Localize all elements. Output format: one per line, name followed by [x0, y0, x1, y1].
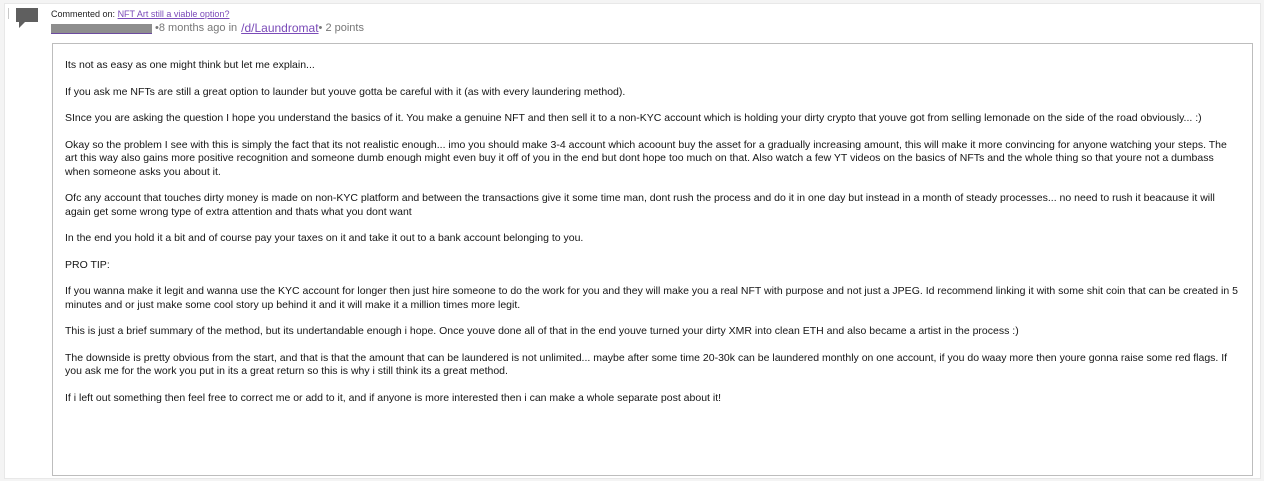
- comment-paragraph: If you wanna make it legit and wanna use the KYC account for longer then just hire someone to do the work for you and they will make you a real NFT with purpose and not just a JPEG. Id recommend linking it with some shit coin that can be created in 5 minutes and or just make some cool story up behind it and it will make it a million times more legit.: [65, 285, 1238, 311]
- comment-paragraph: If you ask me NFTs are still a great option to launder but youve gotta be careful with it (as with every laundering method).: [65, 85, 626, 98]
- comment-paragraph: The downside is pretty obvious from the start, and that is that the amount that can be laundered is not unlimited... maybe after some time 20-30k can be laundered monthly on one account, if you do waay more then youre gonna raise some red flags. If you ask me for the work you put in its a great return so this is why i still think its a great method.: [65, 351, 1228, 377]
- time-separator: •: [155, 22, 159, 34]
- community-link[interactable]: /d/Laundromat: [241, 21, 319, 35]
- comment-paragraph: If i left out something then feel free to correct me or add to it, and if anyone is more interested then i can make a whole separate post about it!: [65, 391, 722, 404]
- comment-paragraph: Ofc any account that touches dirty money is made on non-KYC platform and between the transactions give it some time man, dont rush the process and do it in one day but instead in a month of steady processes... no need to rush it beacause it will again get some wrong type of extra attention and thats what you dont want: [65, 192, 1215, 218]
- comment-paragraph: This is just a brief summary of the method, but its undertandable enough i hope. Once youve done all of that in the end youve turned your dirty XMR into clean ETH and also became a artist in the process :): [65, 325, 1019, 337]
- comment-paragraph: Okay so the problem I see with this is simply the fact that its not realistic enough... imo you should make 3-4 account which acoount buy the asset for a gradually increasing amount, this will make it more convincing for anyone watching your steps. The art this way also gains more positive recognition and someone dumb enough might even buy it off of you in the end but dont hope too much on that. Also watch a few YT videos on the basics of NFTs and the whole thing so that youre not a dumbass when someone asks you about it.: [65, 138, 1227, 178]
- comment-time: 8 months ago in: [158, 22, 238, 34]
- comment-context: [51, 9, 229, 19]
- comment-paragraph: In the end you hold it a bit and of course pay your taxes on it and take it out to a bank account belonging to you.: [65, 232, 584, 244]
- comment-paragraph: PRO TIP:: [65, 258, 110, 271]
- comment-meta: [51, 22, 364, 35]
- redacted-username[interactable]: [51, 24, 152, 34]
- speech-bubble-icon: [15, 7, 39, 29]
- comment-paragraph: SInce you are asking the question I hope you understand the basics of it. You make a genuine NFT and then sell it to a non-KYC account which is holding your dirty crypto that youve got from selling lemonade on the side of the road obviously... :): [65, 112, 1202, 124]
- post-title-link[interactable]: NFT Art still a viable option?: [117, 9, 230, 19]
- comment-body: [52, 43, 1253, 476]
- comment-points: • 2 points: [318, 22, 364, 34]
- commented-on-label: Commented on:: [51, 9, 116, 19]
- thread-line: [8, 8, 9, 19]
- comment-paragraph: Its not as easy as one might think but let me explain...: [65, 59, 315, 71]
